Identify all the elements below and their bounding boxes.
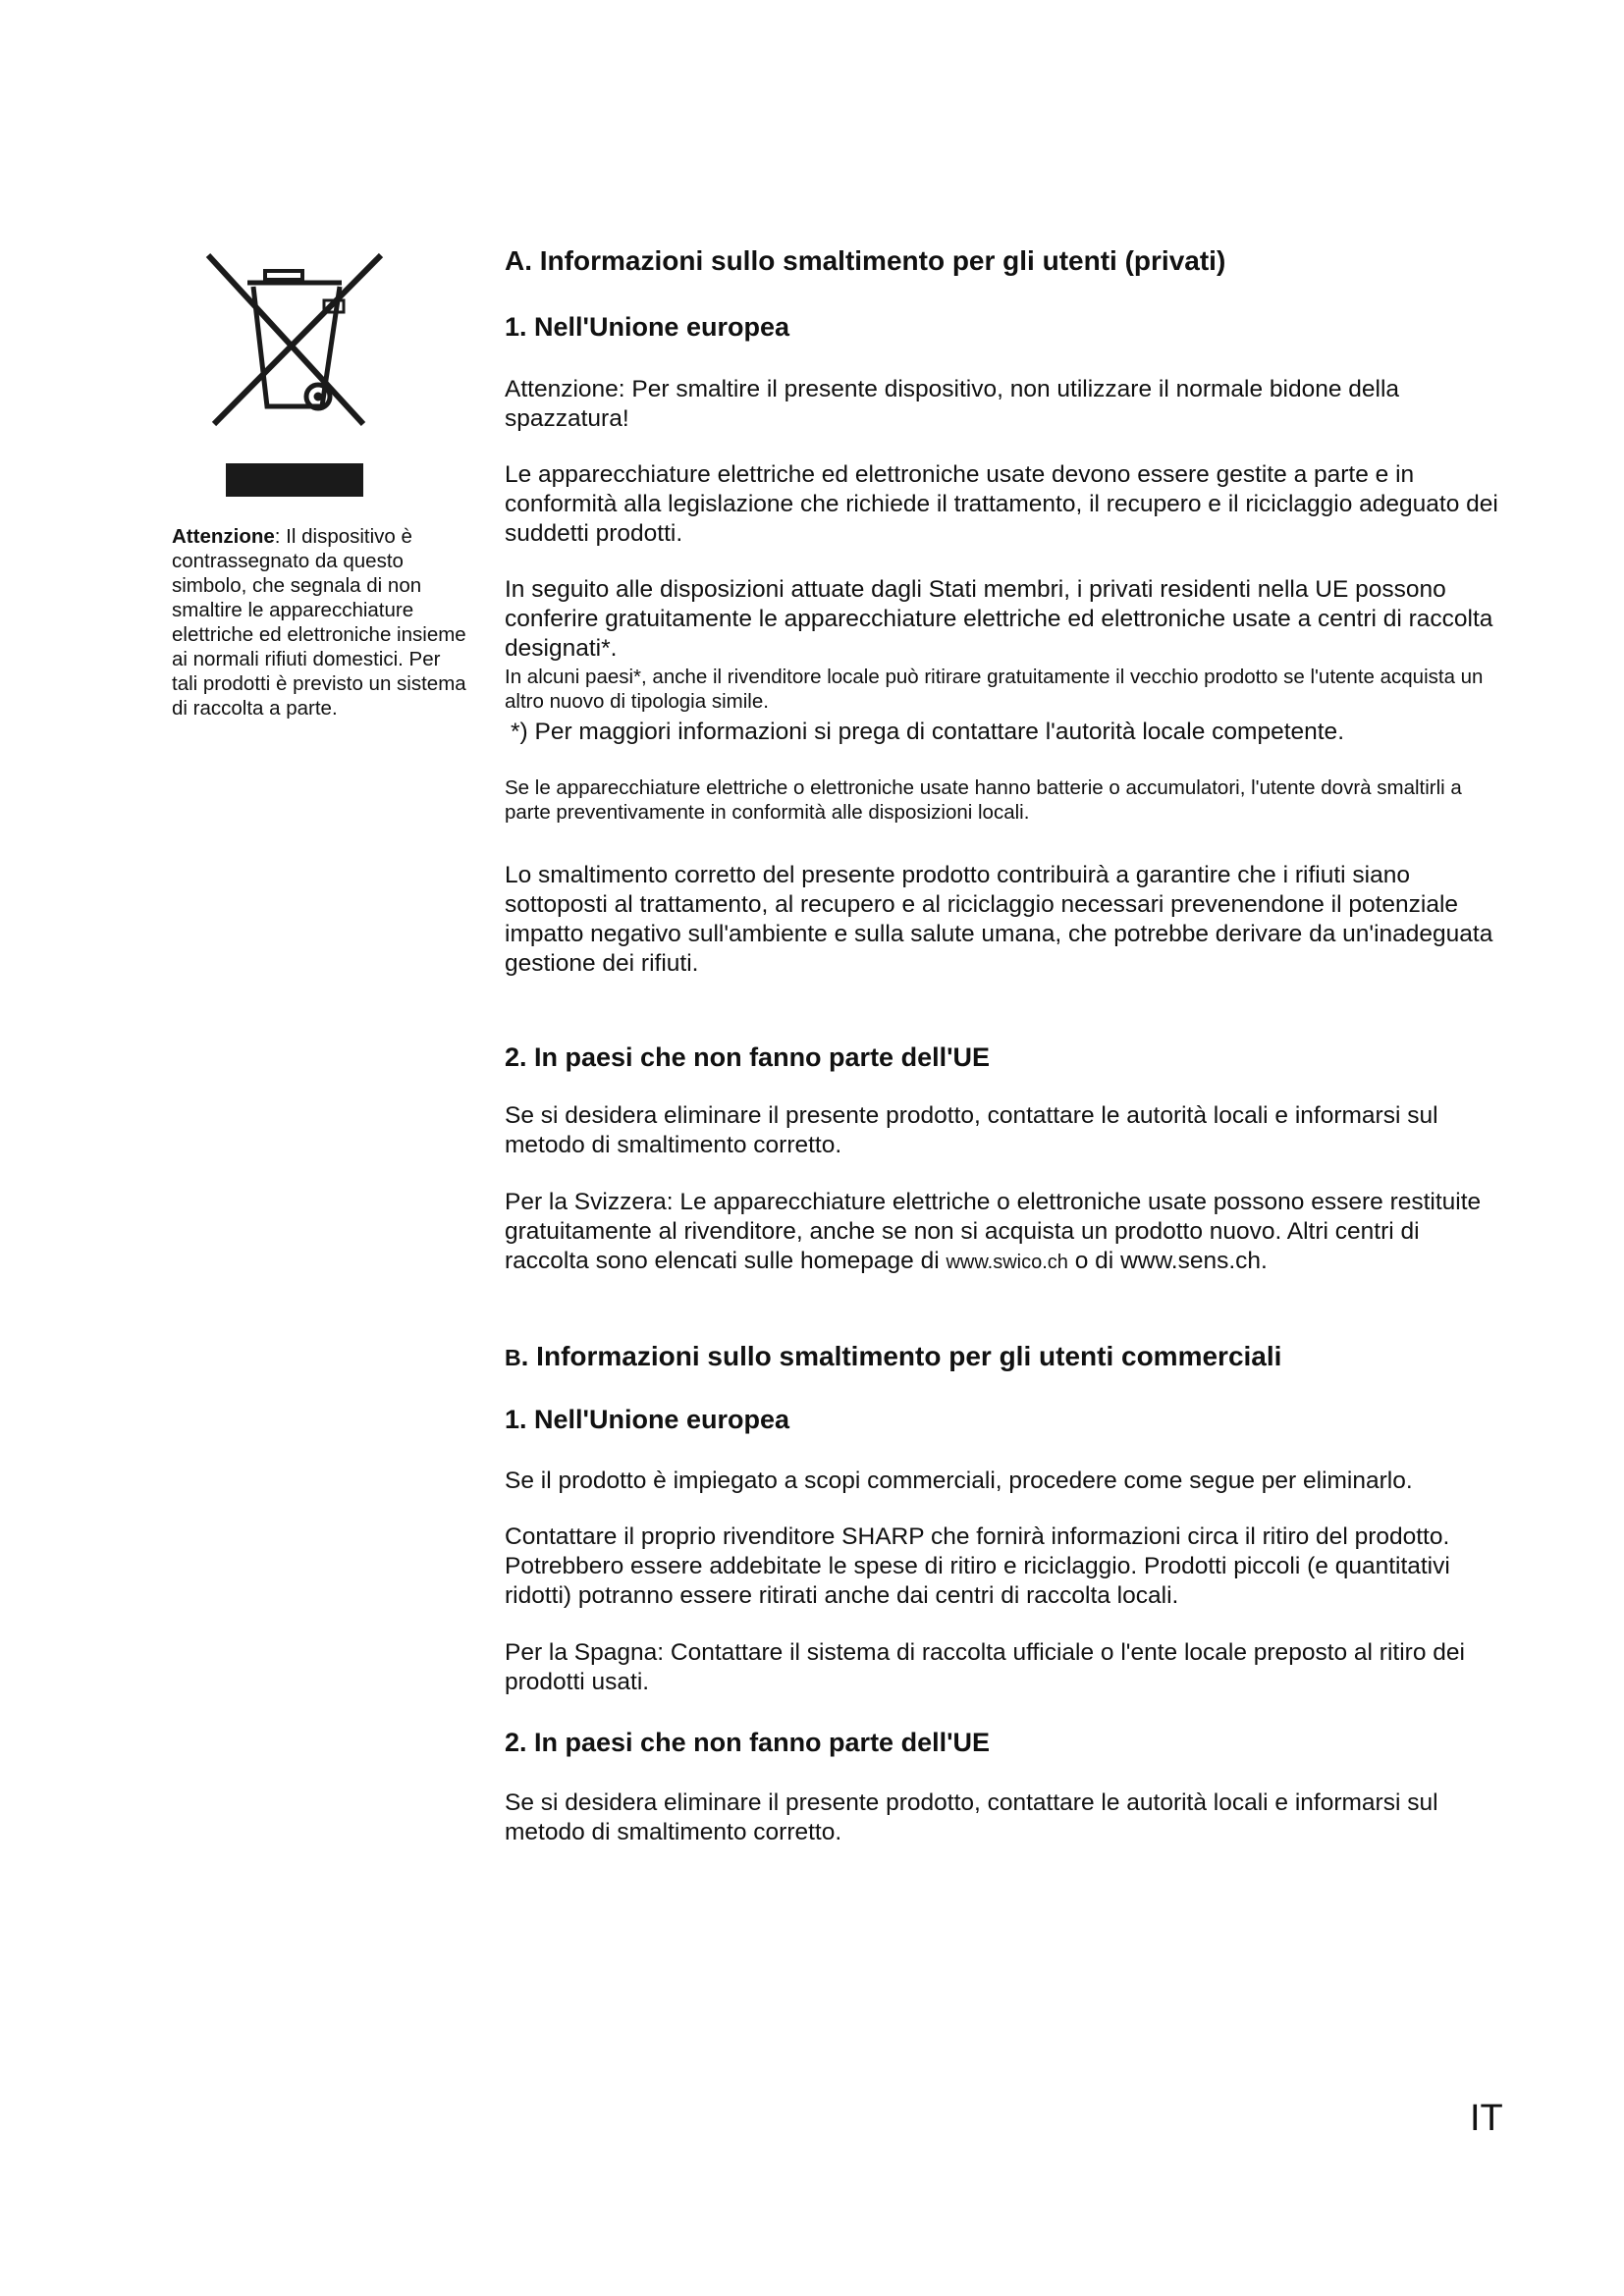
section-a-eu-p3-small: In alcuni paesi*, anche il rivenditore locale può ritirare gratuitamente il vecchio prodotto se l'utente acquista un altro nuovo di tipologia simile. <box>505 666 1484 713</box>
section-a-eu-p2: Le apparecchiature elettriche ed elettroniche usate devono essere gestite a parte e in conformità alla legislazione che richiede il trattamento, il recupero e il riciclaggio adeguato dei suddetti prodotti. <box>505 461 1498 547</box>
section-a-eu-p5: Lo smaltimento corretto del presente prodotto contribuirà a garantire che i rifiuti siano sottoposti al trattamento, al recupero e al riciclaggio necessari prevenendone il potenziale impatto negativo sull'ambiente e sulla salute umana, che potrebbe derivare da un'inadeguata gestione dei rifiuti. <box>505 862 1493 977</box>
section-a-noneu-p2 <box>505 1188 1498 1277</box>
attention-text: : Il dispositivo è contrassegnato da questo simbolo, che segnala di non smaltire le apparecchiature elettriche ed elettroniche insieme ai normali rifiuti domestici. Per tali prodotti è previsto un sistema di raccolta a parte. <box>172 525 466 720</box>
section-b-eu-heading: 1. Nell'Unione europea <box>505 1405 789 1434</box>
section-b-letter: B <box>505 1345 521 1370</box>
section-b-title <box>505 1340 1498 1374</box>
section-b-noneu-heading: 2. In paesi che non fanno parte dell'UE <box>505 1728 991 1757</box>
swico-link[interactable]: www.swico.ch <box>946 1252 1068 1273</box>
section-a-eu-p3: In seguito alle disposizioni attuate dagli Stati membri, i privati residenti nella UE possono conferire gratuitamente le apparecchiature elettriche ed elettroniche usate a centri di raccolta designati*. <box>505 576 1493 662</box>
section-a-noneu-p1: Se si desidera eliminare il presente prodotto, contattare le autorità locali e informarsi sul metodo di smaltimento corretto. <box>505 1102 1438 1158</box>
swiss-text-mid: o di <box>1067 1248 1121 1274</box>
section-b-title-text: . Informazioni sullo smaltimento per gli utenti commerciali <box>520 1341 1282 1371</box>
section-b-noneu-p1: Se si desidera eliminare il presente prodotto, contattare le autorità locali e informarsi sul metodo di smaltimento corretto. <box>505 1789 1438 1845</box>
section-a-eu-note: *) Per maggiori informazioni si prega di contattare l'autorità locale competente. <box>511 719 1344 745</box>
section-b-eu-p3: Per la Spagna: Contattare il sistema di raccolta ufficiale o l'ente locale preposto al ritiro dei prodotti usati. <box>505 1639 1465 1695</box>
section-a-eu-heading: 1. Nell'Unione europea <box>505 312 789 342</box>
attention-label: Attenzione <box>172 525 275 548</box>
section-a-noneu-heading: 2. In paesi che non fanno parte dell'UE <box>505 1042 991 1072</box>
section-a-title: A. Informazioni sullo smaltimento per gli utenti (privati) <box>505 245 1226 276</box>
language-code: IT <box>1470 2098 1503 2139</box>
section-a-eu-p1: Attenzione: Per smaltire il presente dispositivo, non utilizzare il normale bidone della spazzatura! <box>505 376 1400 432</box>
swiss-text: Per la Svizzera: Le apparecchiature elettriche o elettroniche usate possono essere restituite gratuitamente al rivenditore, anche se non si acquista un prodotto nuovo. Altri centri di raccolta sono elencati sulle homepage di <box>505 1189 1482 1274</box>
sidebar-attention-note <box>172 524 466 721</box>
symbol-underline-bar <box>226 463 363 497</box>
section-b-eu-p2: Contattare il proprio rivenditore SHARP che fornirà informazioni circa il ritiro del prodotto. Potrebbero essere addebitate le spese di ritiro e riciclaggio. Prodotti piccoli (e quantitativi ridotti) potranno essere ritirati anche dai centri di raccolta locali. <box>505 1523 1450 1609</box>
sens-link[interactable]: www.sens.ch. <box>1120 1248 1268 1274</box>
crossed-out-wheelie-bin-icon <box>196 245 393 432</box>
section-b-eu-p1: Se il prodotto è impiegato a scopi commerciali, procedere come segue per eliminarlo. <box>505 1468 1413 1494</box>
section-a-eu-p4-small: Se le apparecchiature elettriche o elettroniche usate hanno batterie o accumulatori, l'utente dovrà smaltirli a parte preventivamente in conformità alle disposizioni locali. <box>505 776 1462 824</box>
